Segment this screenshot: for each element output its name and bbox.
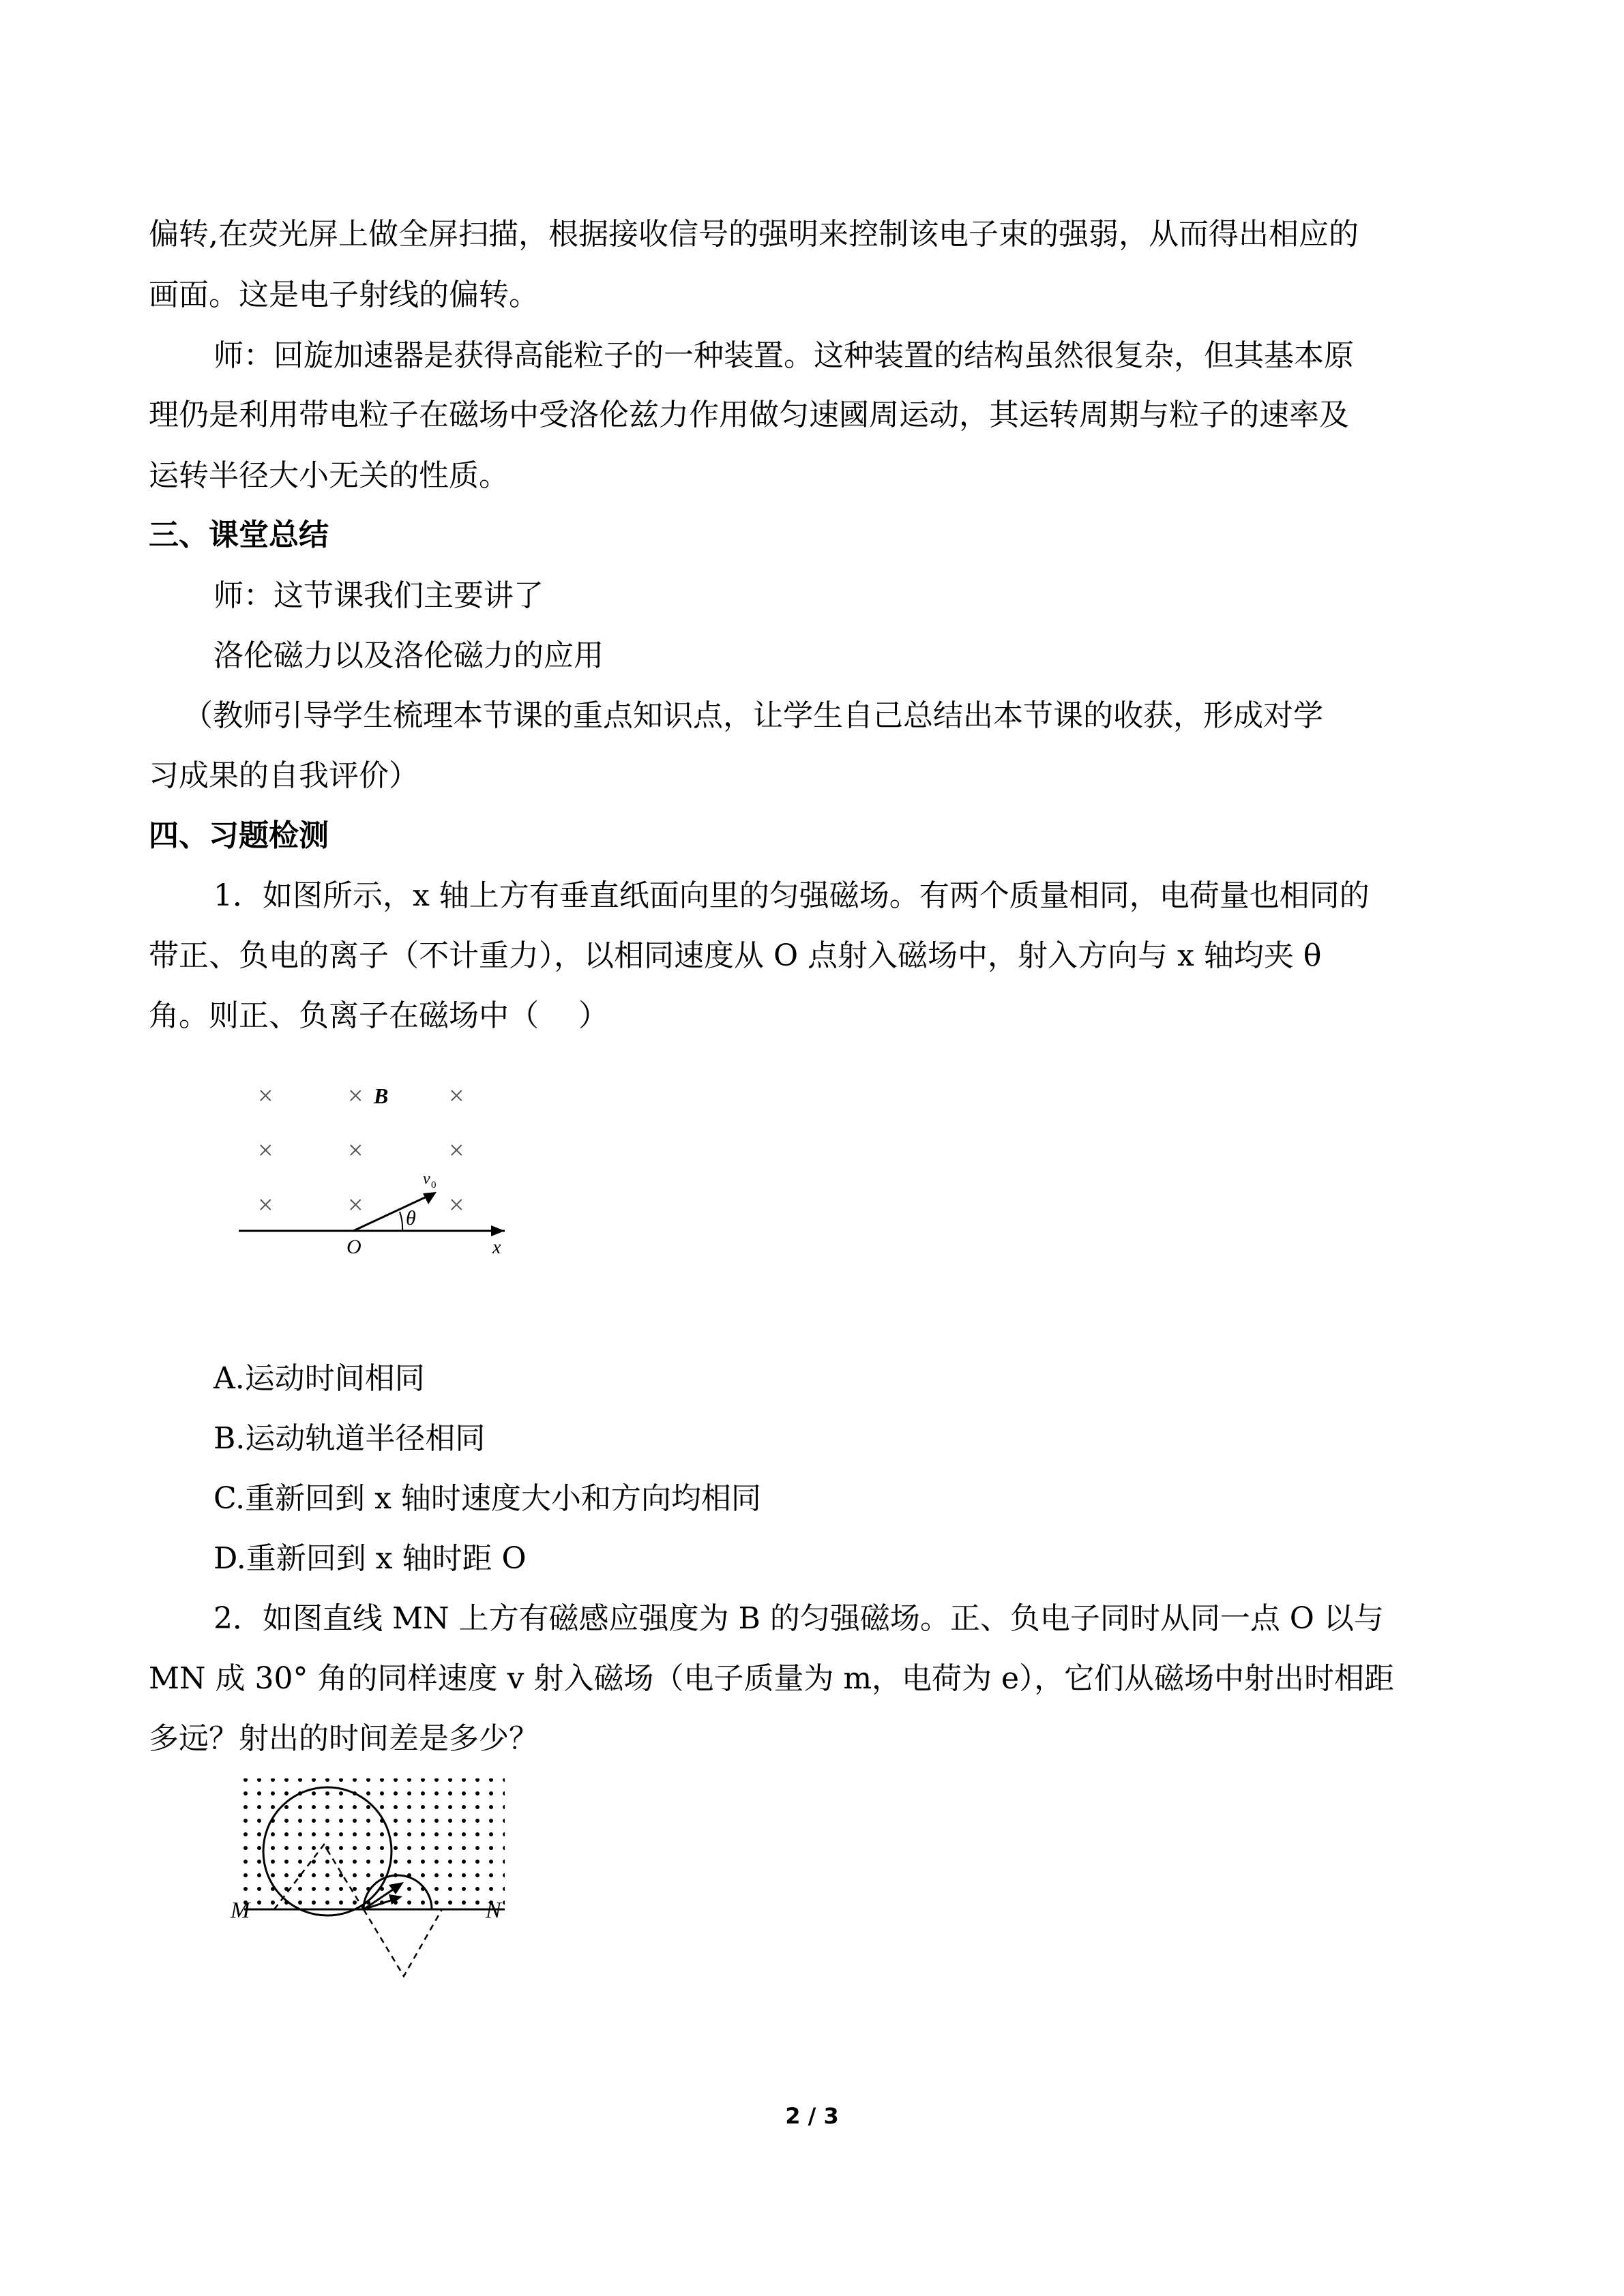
question-1-text: 带正、负电的离子（不计重力），以相同速度从 O 点射入磁场中，射入方向与 x 轴均夹 θ — [149, 938, 1322, 973]
option-d: D.重新回到 x 轴时距 O — [213, 1541, 527, 1576]
field-cross-icon: × — [258, 1080, 274, 1111]
question-2-text: 多远？射出的时间差是多少？ — [149, 1721, 539, 1756]
origin-label: O — [346, 1236, 361, 1258]
question-2-text: 2．如图直线 MN 上方有磁感应强度为 B 的匀强磁场。正、负电子同时从同一点 O 以与 — [213, 1601, 1384, 1636]
field-cross-icon: × — [258, 1135, 274, 1165]
field-cross-icon: × — [449, 1135, 464, 1165]
field-cross-icon: × — [348, 1135, 364, 1165]
paragraph-line: 画面。这是电子射线的偏转。 — [149, 278, 539, 312]
section-heading-summary: 三、课堂总结 — [149, 518, 329, 552]
field-cross-icon: × — [449, 1189, 464, 1220]
field-cross-icon: × — [258, 1189, 274, 1220]
paragraph-line: 理仍是利用带电粒子在磁场中受洛伦兹力作用做匀速國周运动，其运转周期与粒子的速率及 — [149, 398, 1349, 432]
section-heading-exercises: 四、习题检测 — [149, 818, 329, 853]
option-b: B.运动轨道半径相同 — [213, 1421, 486, 1456]
question-1-figure — [232, 1071, 518, 1262]
question-2-figure — [225, 1773, 525, 1991]
field-label-b: B — [374, 1084, 389, 1108]
angle-arc — [400, 1212, 402, 1231]
option-a: A.运动时间相同 — [213, 1361, 425, 1396]
x-axis-arrow-icon — [491, 1225, 505, 1236]
velocity-subscript: 0 — [431, 1180, 437, 1191]
paragraph-line: 师：回旋加速器是获得高能粒子的一种装置。这种装置的结构虽然很复杂，但其基本原 — [213, 338, 1354, 373]
dashed-triangle-lower — [364, 1909, 442, 1976]
page-number: 2 / 3 — [785, 2103, 839, 2129]
label-n: N — [486, 1898, 501, 1923]
angle-label: θ — [406, 1207, 416, 1229]
paragraph-line: 洛伦磁力以及洛伦磁力的应用 — [213, 638, 604, 673]
paragraph-line: 运转半径大小无关的性质。 — [149, 458, 509, 493]
velocity-vector — [353, 1193, 434, 1231]
label-m: M — [231, 1898, 250, 1923]
question-2-text: MN 成 30° 角的同样速度 v 射入磁场（电子质量为 m，电荷为 e），它们从磁场中射出时相距 — [149, 1661, 1395, 1696]
field-cross-icon: × — [449, 1080, 464, 1111]
paragraph-line: （教师引导学生梳理本节课的重点知识点，让学生自己总结出本节课的收获，形成对学 — [183, 698, 1323, 733]
option-c: C.重新回到 x 轴时速度大小和方向均相同 — [213, 1481, 761, 1516]
paragraph-line: 习成果的自我评价） — [149, 758, 419, 793]
velocity-label: v — [423, 1170, 430, 1188]
paragraph-line: 偏转,在荧光屏上做全屏扫描，根据接收信号的强明来控制该电子束的强弱，从而得出相应的 — [149, 217, 1359, 252]
field-cross-icon: × — [348, 1080, 364, 1111]
question-1-text: 1．如图所示，x 轴上方有垂直纸面向里的匀强磁场。有两个质量相同，电荷量也相同的 — [213, 878, 1370, 913]
field-cross-icon: × — [348, 1189, 364, 1220]
question-1-text: 角。则正、负离子在磁场中（ ） — [149, 998, 608, 1033]
magnetic-field-crosses — [258, 1080, 464, 1220]
x-axis-label: x — [492, 1237, 501, 1258]
paragraph-line: 师：这节课我们主要讲了 — [213, 578, 544, 613]
